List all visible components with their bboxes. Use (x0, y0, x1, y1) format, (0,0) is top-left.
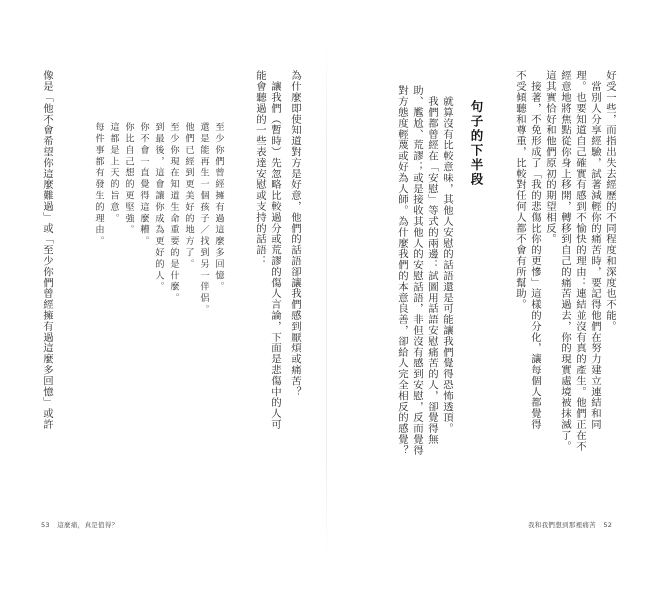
right-page-number: 52 (603, 521, 613, 529)
quoted-phrase-line: 還是能再生一個孩子／找到另一伴侶。 (198, 122, 209, 316)
section-heading: 句子的下半段 (469, 100, 484, 187)
right-text-column: 理。也要知道自己確實有感到不愉快的理由：連結並沒有真的產生。他們正在不 (574, 70, 586, 452)
right-text-column: 經意地將焦點從你身上移開，轉移到自己的痛苦過去，你的現實處境被抹滅了。 (559, 70, 571, 452)
right-page-footer (528, 520, 617, 529)
left-text-column: 為什麼即使知道對方是好意，他們的話語卻讓我們感到厭煩或痛苦？ (289, 70, 301, 397)
right-page (327, 0, 655, 609)
right-text-column: 助、尷尬、荒謬；或是接收其他人的安慰話語，非但沒有感到安慰，反而覺得 (411, 85, 423, 456)
right-text-column: 就算沒有比較意味，其他人安慰的話語還是可能讓我們覺得恐怖透頂。 (441, 85, 453, 434)
quoted-phrase-line: 你比自己想的更堅強。 (123, 122, 134, 236)
quoted-phrase-line: 至少你們曾經擁有過這麼多回憶。 (213, 122, 224, 293)
left-running-title: 這麼痛，真是值得？ (57, 521, 119, 529)
right-text-column: 當別人分享經驗，試著減輕你的痛苦時，要記得他們在努力建立連結和同 (589, 70, 601, 430)
quoted-phrase-line: 至少你現在知道生命重要的是什麼。 (168, 122, 179, 305)
right-text-column: 不受傾聽和尊重，比較對任何人都不會有所幫助。 (514, 70, 526, 310)
quoted-phrase-line: 你不會一直覺得這麼糟。 (138, 122, 149, 248)
quoted-phrase-line: 每件事都有發生的理由。 (93, 122, 104, 248)
left-page-number: 53 (41, 521, 50, 529)
right-text-column: 好受一些，而指出失去經歷的不同程度和深度也不能。 (604, 70, 616, 332)
left-page (0, 0, 327, 609)
left-text-column: 能會聽過的一些表達安慰或支持的話語： (254, 70, 266, 267)
quoted-phrase-line: 他們已經到更美好的地方了。 (183, 122, 194, 271)
right-running-title: 我和我們想到那裡痛苦 (528, 521, 596, 529)
left-text-column: 讓我們（暫時）先忽略比較過分或荒謬的傷人言論，下面是悲傷中的人可 (269, 70, 281, 430)
quoted-phrase-line: 到最後，這會讓你成為更好的人。 (153, 122, 164, 293)
left-page-footer (36, 520, 118, 529)
right-text-column: 這其實恰好和他們原初的期望相反。 (544, 70, 556, 245)
right-text-column: 接著，不免形成了「我的悲傷比你的更慘」這樣的分化，讓每個人都覺得 (529, 70, 541, 430)
left-text-column: 像是「他不會希望你這麼難過」或「至少你們曾經擁有過這麼多回憶」或許 (41, 70, 53, 430)
quoted-phrase-line: 這都是上天的旨意。 (108, 122, 119, 225)
right-text-column: 對方態度輕蔑或好為人師。為什麼我們的本意良善，卻給人完全相反的感覺？ (396, 85, 408, 456)
right-text-column: 我們都曾經在「安慰」等式的兩邊：試圖用話語安慰痛苦的人，卻覺得無 (426, 85, 438, 445)
